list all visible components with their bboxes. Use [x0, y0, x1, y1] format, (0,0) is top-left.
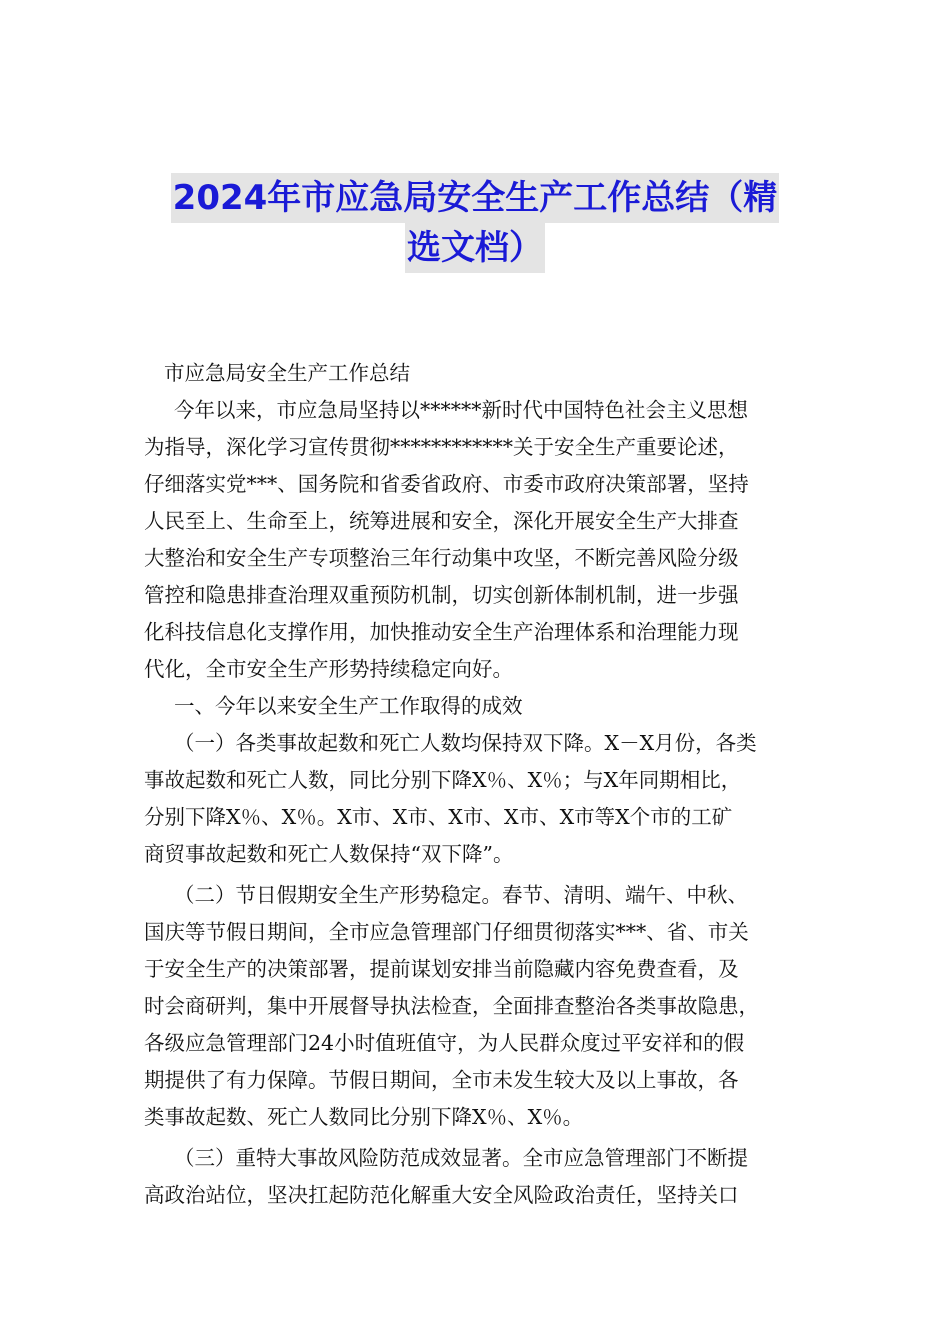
title-line-2: 选文档） — [405, 223, 545, 273]
paragraph-subtitle — [144, 355, 810, 392]
title-line-1: 2024年市应急局安全生产工作总结（精 — [171, 173, 780, 223]
paragraph-line: 化科技信息化支撑作用，加快推动安全生产治理体系和治理能力现 — [144, 620, 739, 644]
paragraph-item-2 — [144, 877, 810, 1136]
paragraph-intro — [144, 392, 810, 688]
paragraph-line: 人民至上、生命至上，统筹进展和安全，深化开展安全生产大排查 — [144, 509, 739, 533]
paragraph-line: 国庆等节假日期间，全市应急管理部门仔细贯彻落实***、省、市关 — [144, 920, 749, 944]
paragraph-line: 代化，全市安全生产形势持续稳定向好。 — [144, 657, 513, 681]
section-heading-1 — [144, 688, 810, 725]
paragraph-line: （一）各类事故起数和死亡人数均保持双下降。X－X月份，各类 — [174, 731, 757, 755]
paragraph-line: 于安全生产的决策部署，提前谋划安排当前隐藏内容免费查看，及 — [144, 957, 739, 981]
paragraph-line: 高政治站位，坚决扛起防范化解重大安全风险政治责任，坚持关口 — [144, 1183, 739, 1207]
document-title — [60, 173, 890, 273]
paragraph-line: 事故起数和死亡人数，同比分别下降X％、X％；与X年同期相比， — [144, 768, 742, 792]
paragraph-line: 大整治和安全生产专项整治三年行动集中攻坚，不断完善风险分级 — [144, 546, 739, 570]
document-body — [144, 355, 810, 1214]
paragraph-line: 仔细落实党***、国务院和省委省政府、市委市政府决策部署，坚持 — [144, 472, 749, 496]
paragraph-line: 商贸事故起数和死亡人数保持“双下降”。 — [144, 842, 514, 866]
paragraph-line: 一、今年以来安全生产工作取得的成效 — [174, 694, 523, 718]
paragraph-line: 今年以来，市应急局坚持以******新时代中国特色社会主义思想 — [174, 398, 748, 422]
paragraph-item-3 — [144, 1140, 810, 1214]
paragraph-line: （三）重特大事故风险防范成效显著。全市应急管理部门不断提 — [174, 1146, 748, 1170]
paragraph-line: 时会商研判，集中开展督导执法检查，全面排查整治各类事故隐患， — [144, 994, 759, 1018]
paragraph-line: 市应急局安全生产工作总结 — [164, 361, 410, 385]
paragraph-line: 为指导，深化学习宣传贯彻************关于安全生产重要论述， — [144, 435, 739, 459]
paragraph-line: 管控和隐患排查治理双重预防机制，切实创新体制机制，进一步强 — [144, 583, 739, 607]
paragraph-line: 分别下降X％、X％。X市、X市、X市、X市、X市等X个市的工矿 — [144, 805, 733, 829]
paragraph-line: 各级应急管理部门24小时值班值守，为人民群众度过平安祥和的假 — [144, 1031, 745, 1055]
paragraph-line: （二）节日假期安全生产形势稳定。春节、清明、端午、中秋、 — [174, 883, 748, 907]
paragraph-line: 类事故起数、死亡人数同比分别下降X％、X％。 — [144, 1105, 584, 1129]
paragraph-item-1 — [144, 725, 810, 873]
paragraph-line: 期提供了有力保障。节假日期间，全市未发生较大及以上事故，各 — [144, 1068, 739, 1092]
